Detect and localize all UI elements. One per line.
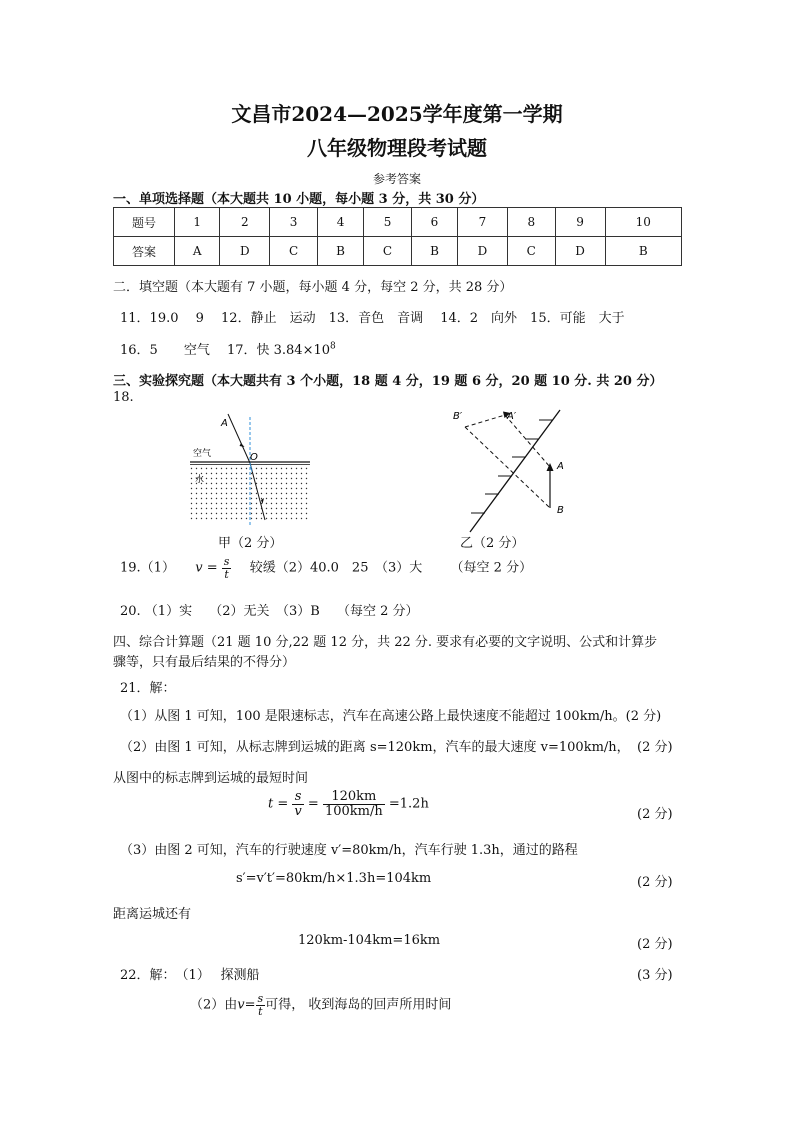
table-cell: 5: [364, 208, 412, 237]
table-row-numbers: [114, 208, 682, 237]
q22-v: v: [237, 997, 245, 1013]
label-air: 空气: [193, 449, 212, 459]
table-cell: C: [270, 237, 318, 266]
label-B: B: [557, 505, 564, 516]
table-cell: B: [318, 237, 364, 266]
answer-table: [113, 207, 682, 266]
q21-part1: （1）从图 1 可知，100 是限速标志，汽车在高速公路上最快速度不能超过 100km/h。(2 分): [120, 709, 662, 724]
exponent: 8: [330, 341, 336, 352]
table-cell: 8: [507, 208, 555, 237]
label-A: A: [221, 418, 228, 429]
table-cell: D: [220, 237, 270, 266]
q22-fraction: [256, 993, 266, 1017]
q22-part2-suffix: 可得， 收到海岛的回声所用时间: [265, 997, 452, 1013]
section4-heading-line1: 四、综合计算题（21 题 10 分,22 题 12 分，共 22 分. 要求有必要的文字说明、公式和计算步: [113, 635, 658, 650]
label-B-prime: B′: [453, 411, 463, 422]
q19-answer: [120, 556, 532, 580]
table-cell: 7: [458, 208, 508, 237]
formula-v: v: [195, 560, 203, 576]
q21-part2-score: (2 分): [637, 740, 673, 755]
eq1-den: 100km/h: [324, 803, 383, 819]
q22-part2: [190, 993, 451, 1017]
eq1-fraction-values: [323, 790, 385, 818]
subtitle: 参考答案: [372, 172, 421, 186]
q22-score: (3 分): [637, 968, 673, 983]
eq2-score: (2 分): [637, 875, 673, 890]
table-cell: 2: [220, 208, 270, 237]
section1-heading: 一、单项选择题（本大题共 10 小题，每小题 3 分，共 30 分）: [113, 192, 485, 207]
label-A: A: [557, 461, 564, 472]
table-row-answers: [114, 237, 682, 266]
mirror-diagram: [445, 405, 575, 537]
table-cell: 6: [411, 208, 457, 237]
table-cell: B: [411, 237, 457, 266]
table-cell: D: [458, 237, 508, 266]
q22-part2-prefix: （2）由: [190, 997, 238, 1013]
eq1-eq: =: [273, 796, 293, 812]
eq1-score: (2 分): [637, 807, 673, 822]
table-cell: 4: [318, 208, 364, 237]
eq1-t: t: [268, 796, 274, 812]
eq1-fraction-sv: [292, 790, 303, 818]
caption-figure-b: 乙（2 分）: [460, 536, 525, 551]
image-arrow-A-prime-B-prime: [465, 415, 505, 427]
table-cell: 3: [270, 208, 318, 237]
refraction-diagram: [185, 412, 315, 530]
fill-answers-line1: 11．19.0 9 12．静止 运动 13．音色 音调 14．2 向外 15．可能 大于: [120, 311, 625, 326]
formula-eq: =: [206, 560, 218, 576]
q21-label: 21．解：: [120, 681, 176, 696]
title-line1: 文昌市2024—2025学年度第一学期: [231, 102, 563, 126]
fill-answers-line2: [120, 339, 336, 358]
table-cell: 1: [175, 208, 220, 237]
q21-part4: （3）由图 2 可知，汽车的行驶速度 v′=80km/h，汽车行驶 1.3h，通过的路程: [120, 843, 578, 858]
table-cell: 答案: [114, 237, 175, 266]
table-cell: B: [605, 237, 681, 266]
table-cell: D: [555, 237, 605, 266]
mirror-hatching: [471, 420, 553, 513]
fill-answers-line2-text: 16．5 空气 17．快 3.84×10: [120, 343, 330, 358]
table-cell: A: [175, 237, 220, 266]
eq1-result: =1.2h: [388, 796, 429, 812]
dashed-connector-A: [505, 415, 550, 467]
eq1-v: v: [294, 803, 302, 819]
formula-t: t: [224, 567, 229, 581]
q19-score: （每空 2 分）: [450, 560, 533, 576]
q21-part5: 距离运城还有: [113, 907, 192, 922]
q19-prefix: 19.（1）: [120, 560, 175, 576]
q22-label: 22．解： （1） 探测船: [120, 968, 260, 983]
table-cell: C: [364, 237, 412, 266]
q20-answer: 20. （1）实 （2）无关 （3）B （每空 2 分）: [120, 604, 419, 619]
section2-heading: 二．填空题（本大题有 7 小题，每小题 4 分，每空 2 分，共 28 分）: [113, 280, 513, 295]
equation-1: t = $\frac{s}{v}$ = $\frac{120km}{100km/h}$ =1.2h: [268, 789, 429, 819]
formula-s: s: [223, 555, 230, 568]
section3-heading: 三、实验探究题（本大题共有 3 个小题，18 题 4 分，19 题 6 分，20 题 10 分. 共 20 分）: [113, 374, 663, 389]
caption-figure-a: 甲（2 分）: [218, 536, 283, 551]
eq1-s: s: [292, 790, 303, 805]
label-water: 水: [195, 475, 205, 485]
q22-eq: =: [244, 997, 256, 1013]
section4-heading-line2: 骤等，只有最后结果的不得分）: [113, 655, 296, 670]
table-cell: 题号: [114, 208, 175, 237]
eq3-score: (2 分): [637, 937, 673, 952]
table-cell: 9: [555, 208, 605, 237]
eq1-num: 120km: [323, 790, 385, 805]
q21-part3: 从图中的标志牌到运城的最短时间: [113, 771, 309, 786]
q21-part2: （2）由图 1 可知，从标志牌到运城的距离 s=120km，汽车的最大速度 v=100km/h，: [120, 740, 630, 755]
q22-t: t: [258, 1004, 263, 1018]
equation-2: s′=v′t′=80km/h×1.3h=104km: [236, 871, 432, 886]
table-cell: C: [507, 237, 555, 266]
table-cell: 10: [605, 208, 681, 237]
equation-3: 120km-104km=16km: [298, 933, 441, 948]
title-line2: 八年级物理段考试题: [307, 136, 487, 160]
label-A-prime: A′: [507, 411, 517, 422]
formula-fraction: [222, 556, 232, 580]
label-O: O: [250, 452, 258, 463]
q22-s: s: [257, 992, 264, 1005]
incident-ray: [228, 414, 250, 463]
incident-arrow: [240, 443, 245, 447]
q19-rest: 较缓（2）40.0 25 （3）大: [249, 560, 423, 576]
q18-label: 18.: [113, 390, 134, 405]
